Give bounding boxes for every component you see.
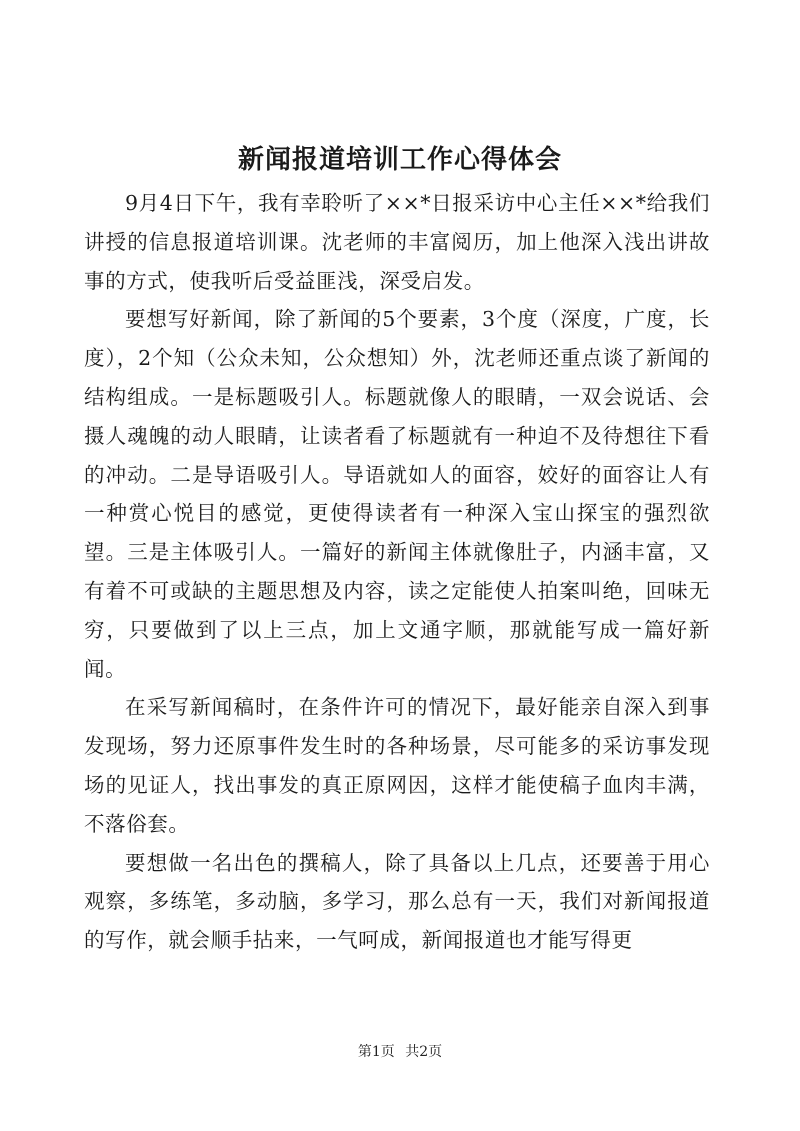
paragraph-4: 要想做一名出色的撰稿人，除了具备以上几点，还要善于用心观察，多练笔，多动脑，多学习，那么总有一天，我们对新闻报道的写作，就会顺手拈来，一气呵成，新闻报道也才能写得更	[84, 850, 710, 953]
document-body	[84, 184, 710, 960]
page-footer	[0, 1042, 800, 1062]
paragraph-3: 在采写新闻稿时，在条件许可的情况下，最好能亲自深入到事发现场，努力还原事件发生时的各种场景，尽可能多的采访事发现场的见证人，找出事发的真正原网因，这样才能使稿子血肉丰满，不落俗套。	[84, 695, 710, 836]
paragraph-2: 要想写好新闻，除了新闻的5个要素，3个度（深度，广度，长度），2个知（公众未知，公众想知）外，沈老师还重点谈了新闻的结构组成。一是标题吸引人。标题就像人的眼睛，一双会说话、会摄人魂魄的动人眼睛，让读者看了标题就有一种迫不及待想往下看的冲动。二是导语吸引人。导语就如人的面容，姣好的面容让人有一种赏心悦目的感觉，更使得读者有一种深入宝山探宝的强烈欲望。三是主体吸引人。一篇好的新闻主体就像肚子，内涵丰富，又有着不可或缺的主题思想及内容，读之定能使人拍案叫绝，回味无穷，只要做到了以上三点，加上文通字顺，那就能写成一篇好新闻。	[84, 307, 710, 681]
paragraph-1: 9月4日下午，我有幸聆听了××*日报采访中心主任××*给我们讲授的信息报道培训课。沈老师的丰富阅历，加上他深入浅出讲故事的方式，使我听后受益匪浅，深受启发。	[84, 191, 710, 293]
page-number: 第1页	[357, 1044, 395, 1060]
page-total: 共2页	[405, 1044, 443, 1060]
document-title: 新闻报道培训工作心得体会	[237, 145, 562, 175]
